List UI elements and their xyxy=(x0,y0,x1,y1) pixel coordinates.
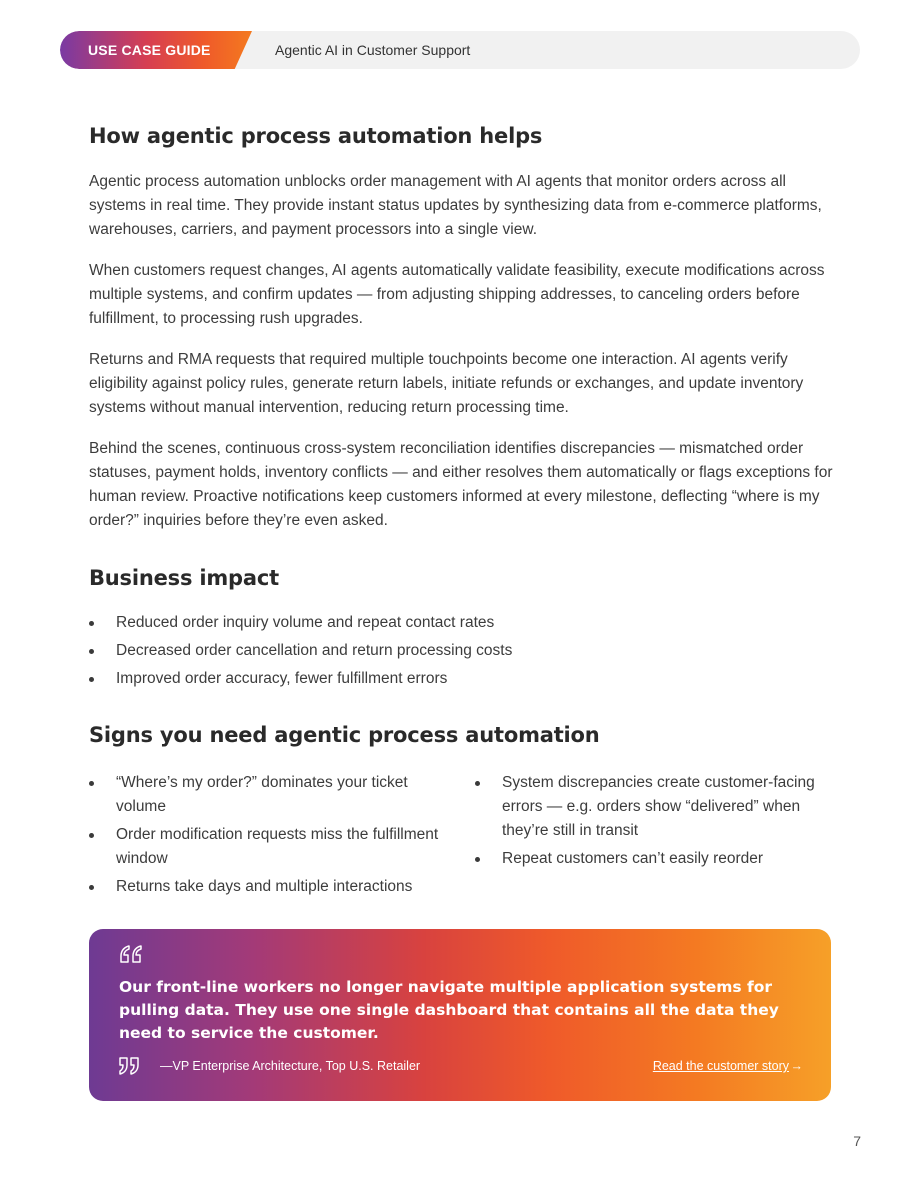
section-heading-signs: Signs you need agentic process automation xyxy=(89,723,600,747)
read-customer-story-link[interactable]: Read the customer story xyxy=(652,1059,789,1073)
section-heading-how-it-helps: How agentic process automation helps xyxy=(89,124,543,148)
quote-open-icon xyxy=(119,943,143,965)
list-item: “Where’s my order?” dominates your ticket volume xyxy=(89,771,444,819)
business-impact-list xyxy=(89,611,834,691)
list-item: Decreased order cancellation and return processing costs xyxy=(89,639,834,663)
list-item: Improved order accuracy, fewer fulfillment errors xyxy=(89,667,834,691)
quote-text: Our front-line workers no longer navigate multiple application systems for pulling data. They use one single dashboard that contains all the data they need to service the customer. xyxy=(119,978,779,1042)
section-heading-business-impact: Business impact xyxy=(89,566,279,590)
paragraph-3: Returns and RMA requests that required multiple touchpoints become one interaction. AI agents verify eligibility against policy rules, generate return labels, initiate refunds or exchanges, and update inventory systems without manual intervention, reducing return processing time. xyxy=(89,351,804,416)
arrow-right-icon: → xyxy=(790,1059,803,1073)
list-item: Returns take days and multiple interactions xyxy=(89,875,444,899)
customer-quote-card xyxy=(89,929,831,1101)
header-bar xyxy=(60,31,860,69)
signs-list-right xyxy=(475,771,835,871)
list-item: Order modification requests miss the fulfillment window xyxy=(89,823,444,871)
paragraph-4: Behind the scenes, continuous cross-system reconciliation identifies discrepancies — mismatched order statuses, payment holds, inventory conflicts — and either resolves them automatically or flags exceptions for human review. Proactive notifications keep customers informed at every milestone, deflecting “where is my order?” inquiries before they’re even asked. xyxy=(89,440,833,529)
quote-close-icon xyxy=(119,1056,141,1076)
page-number: 7 xyxy=(853,1133,861,1149)
quote-attribution: —VP Enterprise Architecture, Top U.S. Retailer xyxy=(160,1059,421,1073)
header-title: Agentic AI in Customer Support xyxy=(275,42,471,58)
header-tag-label: USE CASE GUIDE xyxy=(88,42,211,58)
list-item: System discrepancies create customer-facing errors — e.g. orders show “delivered” when they’re still in transit xyxy=(475,771,835,843)
signs-list-left xyxy=(89,771,444,899)
list-item: Repeat customers can’t easily reorder xyxy=(475,847,835,871)
paragraph-2: When customers request changes, AI agents automatically validate feasibility, execute modifications across multiple systems, and confirm updates — from adjusting shipping addresses, to canceling orders before fulfillment, to processing rush upgrades. xyxy=(89,262,825,327)
list-item: Reduced order inquiry volume and repeat contact rates xyxy=(89,611,834,635)
paragraph-1: Agentic process automation unblocks order management with AI agents that monitor orders across all systems in real time. They provide instant status updates by synthesizing data from e-commerce platforms, warehouses, carriers, and payment processors into a single view. xyxy=(89,173,822,238)
